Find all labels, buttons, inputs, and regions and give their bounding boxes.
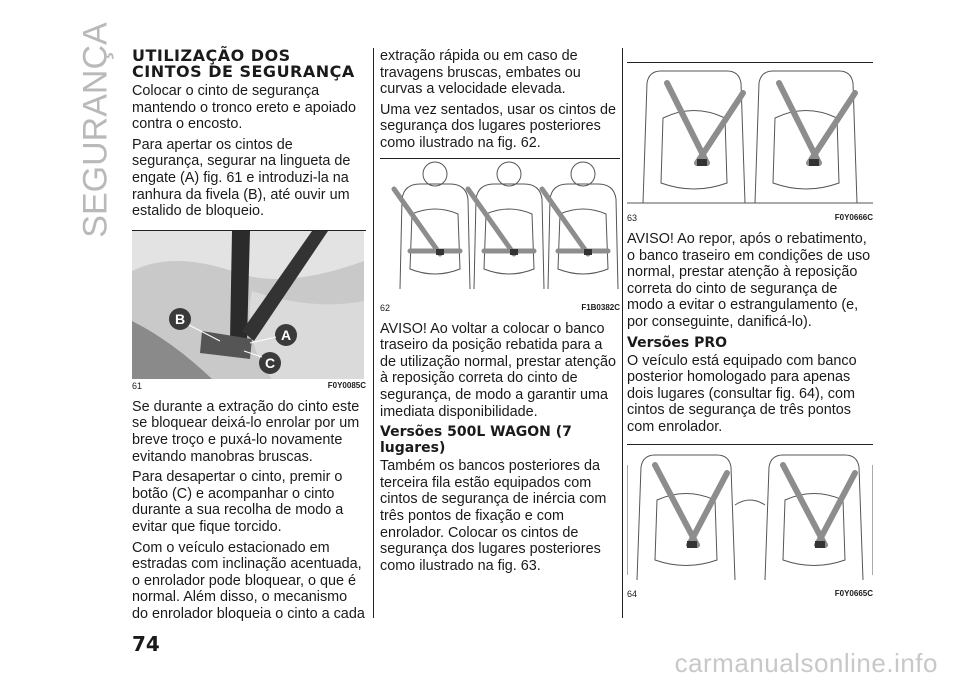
subheading: Versões 500L WAGON (7 lugares) bbox=[380, 424, 572, 457]
figure-number: 61 bbox=[132, 380, 143, 391]
figure-code: F0Y0085C bbox=[327, 380, 366, 390]
figure-63 bbox=[627, 62, 873, 223]
figure-caption bbox=[627, 213, 873, 223]
watermark-text: carmanualsonline.info bbox=[674, 648, 938, 678]
figure-caption bbox=[380, 303, 620, 313]
column-right bbox=[627, 48, 873, 607]
three-seats-illustration bbox=[380, 159, 620, 301]
heading-line: CINTOS DE SEGURANÇA bbox=[132, 62, 355, 81]
figure-64 bbox=[627, 444, 873, 599]
label-c: C bbox=[264, 354, 276, 371]
paragraph: Com o veículo estacionado em estradas com inclinação acentuada, o enrolador pode bloquear, o que é normal. Além disso, o mecanismo do enrolador bloqueia o cinto a cada bbox=[132, 539, 365, 622]
label-b: B bbox=[174, 310, 186, 327]
buckle-photo bbox=[132, 231, 364, 379]
paragraph: Para apertar os cintos de segurança, segurar na lingueta de engate (A) fig. 61 e introduzi-la na ranhura da fivela (B), até ouvir um estalido de bloqueio. bbox=[132, 136, 351, 220]
figure-62 bbox=[380, 158, 620, 313]
label-a: A bbox=[280, 326, 292, 343]
side-title-text: SEGURANÇA bbox=[76, 22, 115, 238]
paragraph: Uma vez sentados, usar os cintos de segurança dos lugares posteriores como ilustrado na fig. 62. bbox=[380, 101, 616, 151]
figure-caption bbox=[627, 589, 873, 599]
paragraph: Colocar o cinto de segurança mantendo o tronco ereto e apoiado contra o encosto. bbox=[132, 83, 357, 133]
page-number: 74 bbox=[132, 632, 160, 656]
section-heading bbox=[132, 48, 366, 80]
subheading: Versões PRO bbox=[627, 334, 728, 351]
figure-code: F1B0382C bbox=[581, 302, 620, 312]
column-middle bbox=[380, 48, 620, 578]
figure-caption bbox=[132, 381, 366, 391]
heading-line: UTILIZAÇÃO DOS bbox=[132, 46, 291, 65]
paragraph: AVISO! Ao voltar a colocar o banco traseiro da posição rebatida para a de utilização normal, prestar atenção à reposição correta do cinto de segurança, de modo a garantir uma imediata disponibilidade. bbox=[380, 320, 616, 420]
column-divider bbox=[622, 48, 623, 618]
figure-61 bbox=[132, 230, 366, 391]
paragraph: Para desapertar o cinto, premir o botão (C) e acompanhar o cinto durante a sua recolha de modo a evitar que fique torcido. bbox=[132, 469, 344, 535]
paragraph: Também os bancos posteriores da terceira fila estão equipados com cintos de segurança de inércia com três pontos de fixação e com enrolador. Colocar os cintos de segurança dos lugares posteriores como ilustrado na fig. 63. bbox=[380, 458, 607, 574]
column-left bbox=[132, 48, 366, 626]
pro-seats-illustration bbox=[627, 445, 873, 587]
figure-code: F0Y0666C bbox=[834, 213, 873, 222]
column-divider bbox=[373, 48, 374, 618]
figure-code: F0Y0665C bbox=[834, 588, 873, 598]
figure-number: 62 bbox=[380, 302, 391, 313]
figure-number: 63 bbox=[627, 213, 638, 223]
paragraph: extração rápida ou em caso de travagens bruscas, embates ou curvas a velocidade elevada. bbox=[380, 48, 581, 98]
figure-number: 64 bbox=[627, 588, 638, 599]
two-seats-illustration bbox=[627, 63, 873, 211]
paragraph: AVISO! Ao repor, após o rebatimento, o banco traseiro em condições de uso normal, prestar atenção à reposição correta do cinto de segurança de modo a evitar o estrangulamento (e, por conseguinte, danificá-lo). bbox=[627, 231, 871, 330]
paragraph: O veículo está equipado com banco posterior homologado para apenas dois lugares (consultar fig. 64), com cintos de segurança de três pontos com enrolador. bbox=[627, 352, 857, 435]
paragraph: Se durante a extração do cinto este se bloquear deixá-lo enrolar por um breve troço e puxá-lo novamente evitando manobras bruscas. bbox=[132, 398, 360, 465]
section-side-title bbox=[66, 22, 126, 238]
